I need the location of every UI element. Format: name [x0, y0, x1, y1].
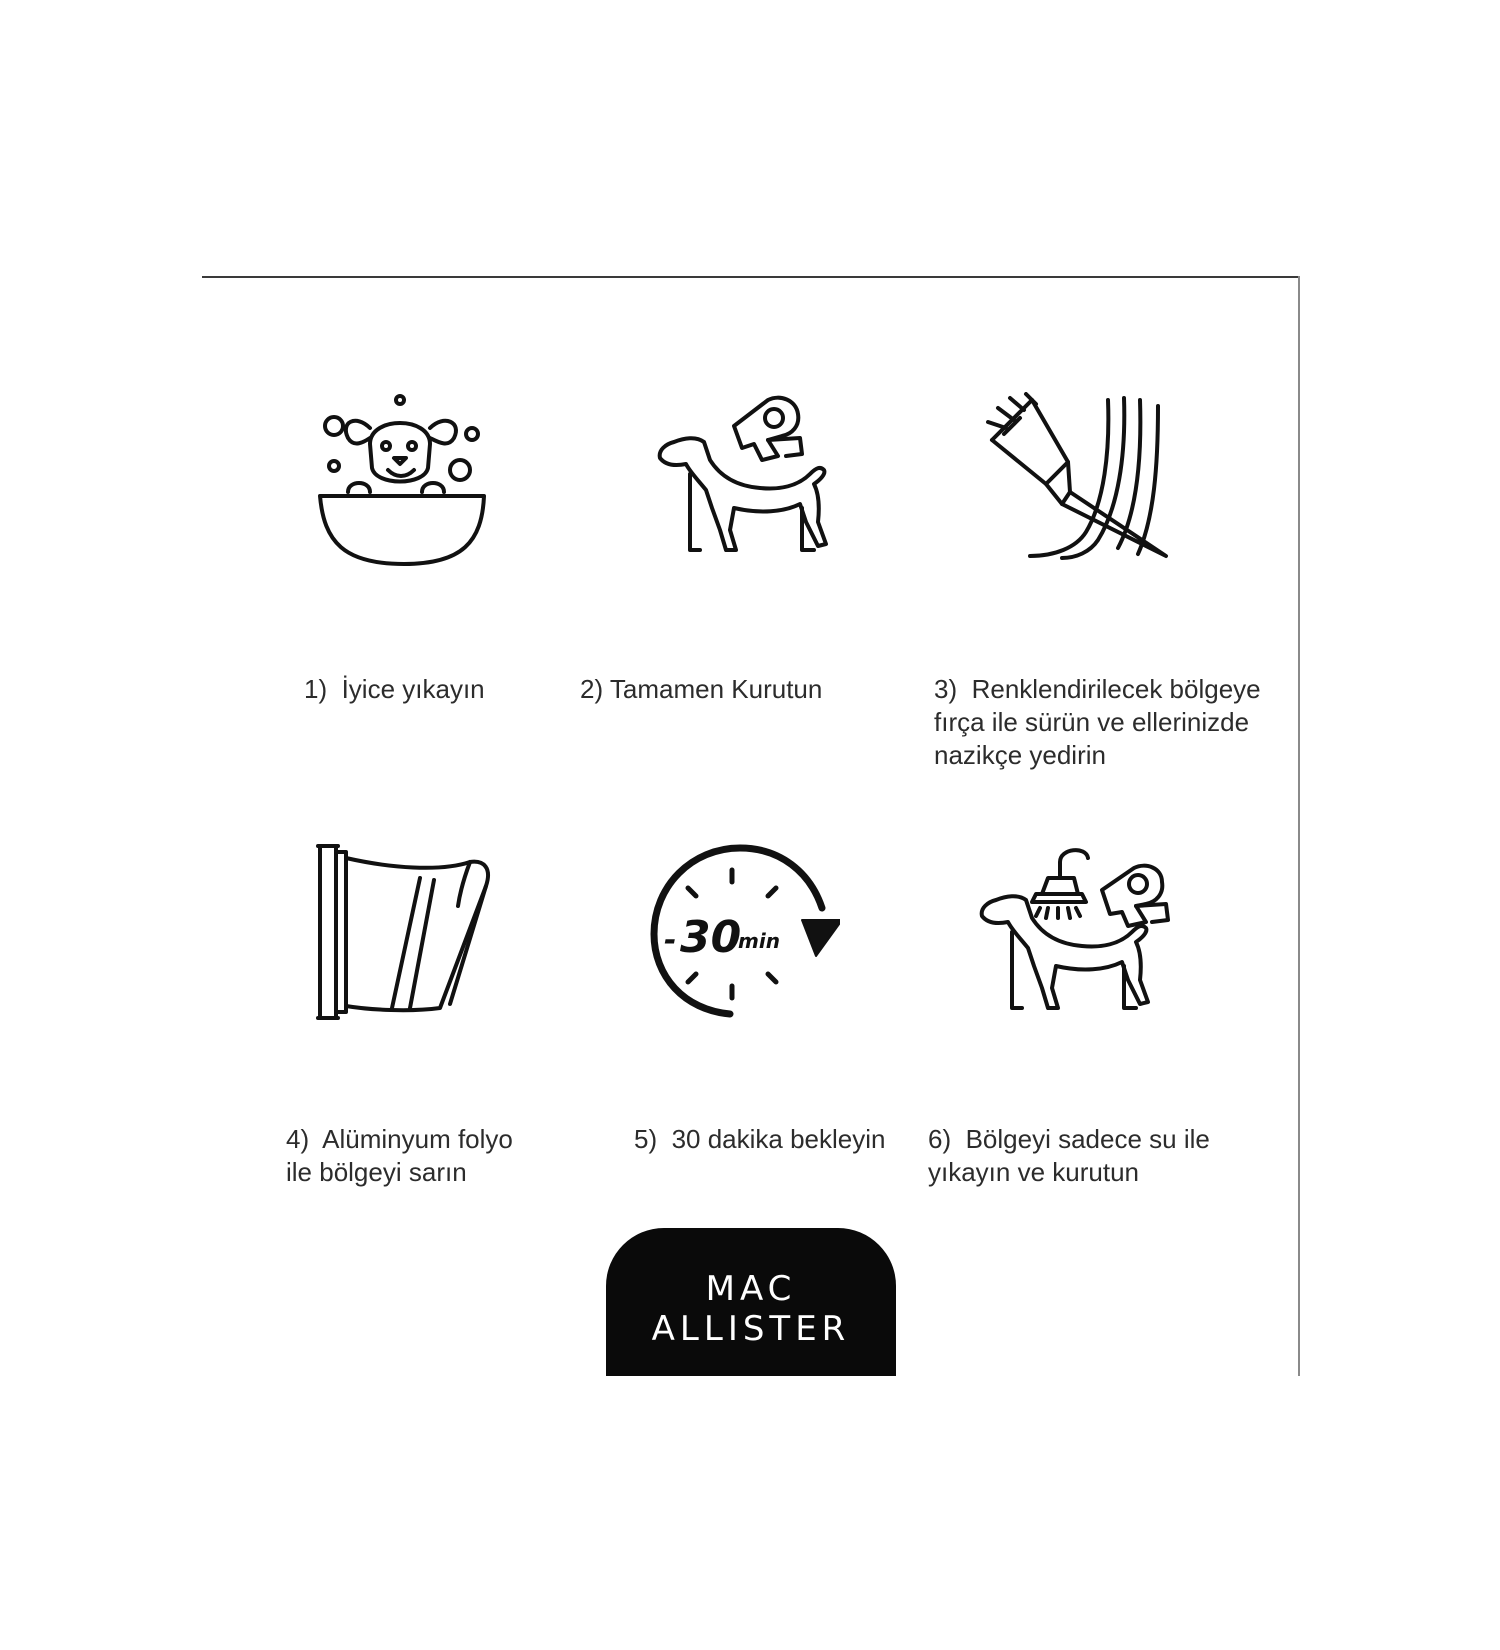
brand-logo [606, 1228, 896, 1376]
step-2-caption [580, 640, 880, 706]
right-divider [1298, 276, 1300, 1376]
brand-line-2: ALLISTER [651, 1309, 851, 1349]
step-4-caption [286, 1090, 576, 1189]
dog-shower-dryer-icon [976, 842, 1186, 1032]
step-6-text: Bölgeyi sadece su ile yıkayın ve kurutun [928, 1124, 1210, 1187]
step-6-caption [928, 1090, 1258, 1189]
timer-value-label: 30 [680, 912, 742, 963]
step-1-text: İyice yıkayın [341, 674, 485, 704]
step-4-number: 4) [286, 1124, 310, 1154]
step-1-caption [304, 640, 564, 706]
step-5-text: 30 dakika bekleyin [671, 1124, 886, 1154]
top-divider [202, 276, 1300, 278]
step-6-number: 6) [928, 1124, 952, 1154]
step-5-caption [634, 1090, 934, 1156]
timer-30-min-icon [650, 838, 840, 1028]
step-4-text: Alüminyum folyo ile bölgeyi sarın [286, 1124, 513, 1187]
step-3-caption [934, 640, 1294, 772]
foil-roll-icon [310, 838, 500, 1028]
timer-minus-label: - [664, 923, 677, 958]
step-3-text: Renklendirilecek bölgeye fırça ile sürün ve ellerinizde nazikçe yedirin [934, 674, 1261, 770]
step-2-number: 2) [580, 674, 604, 704]
dog-bath-icon [312, 392, 492, 572]
dog-hair-dryer-icon [650, 390, 840, 580]
step-1-number: 1) [304, 674, 328, 704]
step-2-text: Tamamen Kurutun [609, 674, 823, 704]
step-3-number: 3) [934, 674, 958, 704]
dye-brush-icon [986, 392, 1176, 582]
brand-line-1: MAC [705, 1269, 797, 1309]
step-5-number: 5) [634, 1124, 658, 1154]
timer-unit-label: min [738, 929, 780, 953]
